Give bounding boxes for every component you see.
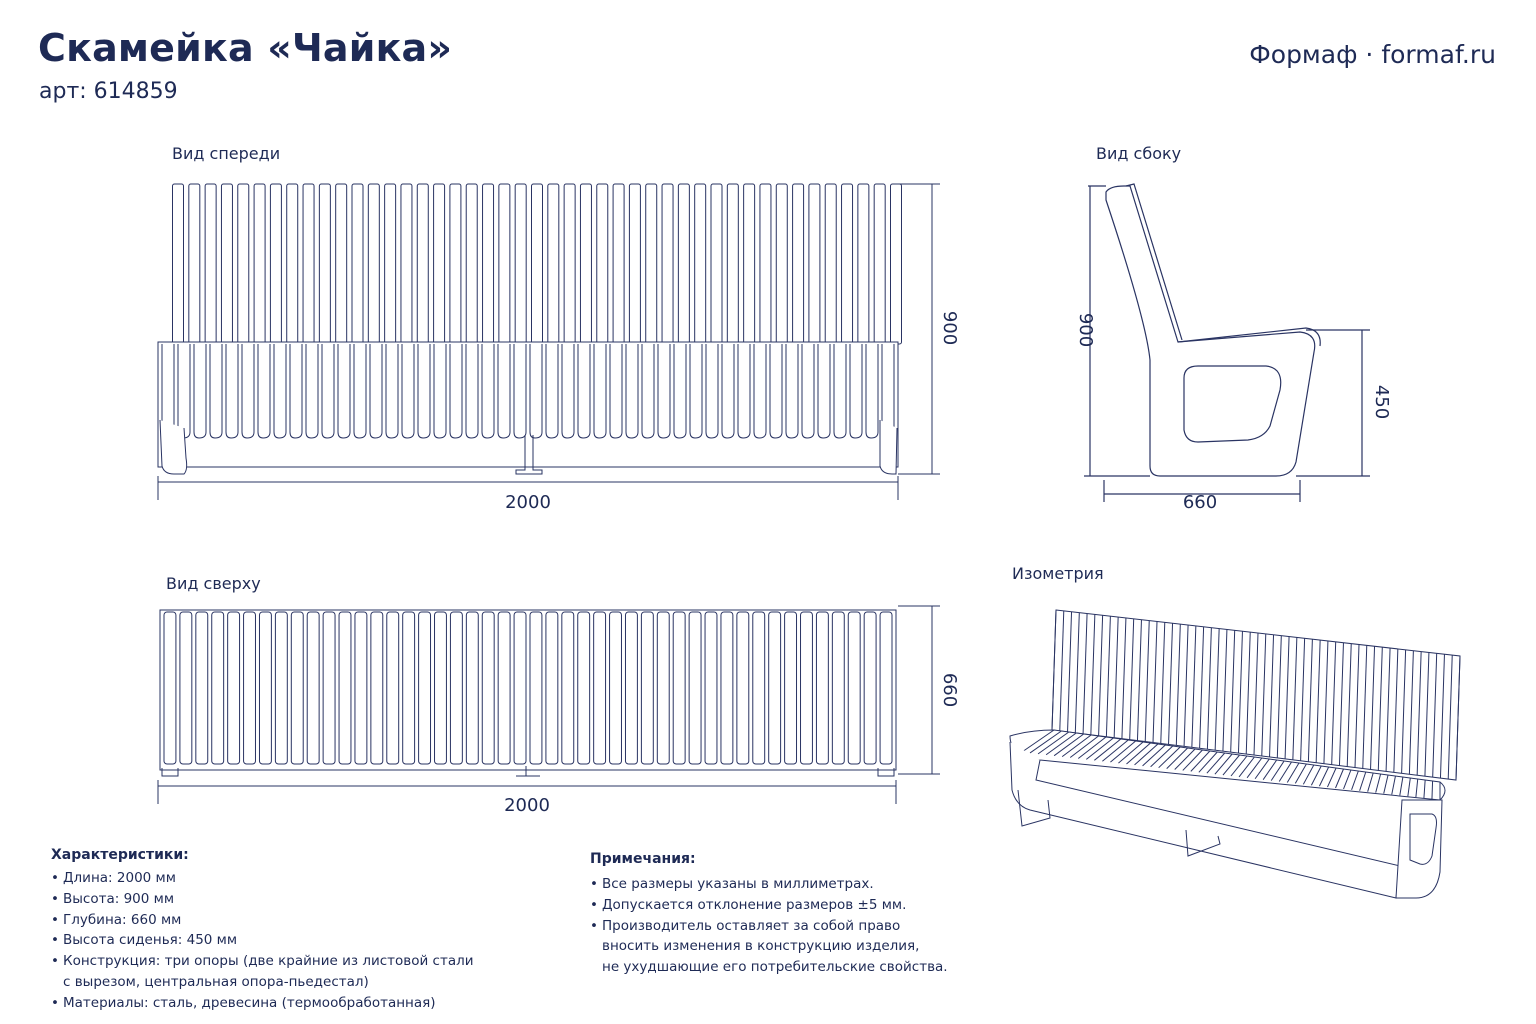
front-backrest-slat bbox=[629, 184, 640, 344]
front-view-label: Вид спереди bbox=[172, 144, 281, 163]
front-backrest-slat bbox=[352, 184, 363, 344]
specs-list bbox=[51, 868, 474, 1014]
front-backrest-slat bbox=[173, 184, 184, 344]
top-depth-dim: 660 bbox=[939, 672, 960, 708]
front-backrest-slat bbox=[580, 184, 591, 344]
front-backrest-slat bbox=[466, 184, 477, 344]
front-backrest-slat bbox=[401, 184, 412, 344]
note-item-continuation: не ухудшающие его потребительские свойства. bbox=[602, 959, 948, 976]
note-item-continuation: вносить изменения в конструкцию изделия, bbox=[602, 938, 920, 955]
side-depth-dim: 660 bbox=[1182, 492, 1218, 513]
iso-view-drawing bbox=[1010, 610, 1460, 898]
notes-list bbox=[590, 874, 948, 978]
front-backrest-slat bbox=[678, 184, 689, 344]
front-backrest-slat bbox=[760, 184, 771, 344]
side-seat-dim: 450 bbox=[1371, 384, 1392, 420]
front-backrest-slat bbox=[858, 184, 869, 344]
front-backrest-slat bbox=[417, 184, 428, 344]
front-backrest-slat bbox=[793, 184, 804, 344]
iso-right-leg bbox=[1396, 800, 1442, 898]
side-view-drawing bbox=[1084, 184, 1370, 502]
spec-item: • Конструкция: три опоры (две крайние из листовой стали bbox=[51, 951, 474, 972]
front-backrest-slat bbox=[646, 184, 657, 344]
front-backrest-slat bbox=[564, 184, 575, 344]
brand-name: Формаф · formaf.ru bbox=[1249, 40, 1496, 69]
top-outline bbox=[160, 610, 896, 770]
notes-title: Примечания: bbox=[590, 851, 696, 867]
front-backrest-slat bbox=[597, 184, 608, 344]
side-view-label: Вид сбоку bbox=[1096, 144, 1182, 163]
front-backrest-slat bbox=[776, 184, 787, 344]
front-backrest-slat bbox=[662, 184, 673, 344]
specs-title: Характеристики: bbox=[51, 847, 189, 863]
front-backrest-slat bbox=[548, 184, 559, 344]
front-backrest-slat bbox=[483, 184, 494, 344]
front-backrest-slat bbox=[825, 184, 836, 344]
front-left-leg bbox=[160, 420, 187, 474]
front-backrest-slat bbox=[613, 184, 624, 344]
spec-item: • Высота сиденья: 450 мм bbox=[51, 930, 474, 951]
front-backrest-slat bbox=[336, 184, 347, 344]
front-backrest-slat bbox=[809, 184, 820, 344]
front-height-dim: 900 bbox=[939, 310, 960, 346]
spec-item: • Материалы: сталь, древесина (термообработанная) bbox=[51, 993, 474, 1014]
front-backrest-slat bbox=[515, 184, 526, 344]
front-backrest-slat bbox=[532, 184, 543, 344]
spec-item-continuation: с вырезом, центральная опора-пьедестал) bbox=[63, 973, 369, 990]
top-width-dim: 2000 bbox=[504, 795, 550, 816]
front-backrest-slat bbox=[385, 184, 396, 344]
front-backrest-slat bbox=[744, 184, 755, 344]
top-view-drawing bbox=[158, 606, 940, 804]
top-view-label: Вид сверху bbox=[166, 574, 261, 593]
iso-view-label: Изометрия bbox=[1012, 564, 1104, 583]
spec-item: • Длина: 2000 мм bbox=[51, 868, 474, 889]
page-title: Скамейка «Чайка» bbox=[38, 26, 453, 70]
front-backrest-slat bbox=[711, 184, 722, 344]
front-backrest-slat bbox=[434, 184, 445, 344]
side-cutout bbox=[1184, 366, 1281, 442]
iso-seat-slat bbox=[1432, 781, 1433, 799]
spec-item: • Глубина: 660 мм bbox=[51, 910, 474, 931]
note-item: • Допускается отклонение размеров ±5 мм. bbox=[590, 895, 948, 916]
note-item: • Производитель оставляет за собой право bbox=[590, 916, 948, 937]
front-backrest-slat bbox=[695, 184, 706, 344]
front-backrest-slat bbox=[287, 184, 298, 344]
front-backrest-slat bbox=[368, 184, 379, 344]
front-backrest-slats bbox=[173, 184, 902, 344]
front-backrest-slat bbox=[303, 184, 314, 344]
front-backrest-slat bbox=[221, 184, 232, 344]
front-backrest-slat bbox=[205, 184, 216, 344]
front-backrest-slat bbox=[727, 184, 738, 344]
front-backrest-slat bbox=[891, 184, 902, 344]
front-backrest-slat bbox=[254, 184, 265, 344]
front-right-leg bbox=[880, 420, 897, 474]
front-backrest-slat bbox=[450, 184, 461, 344]
front-backrest-slat bbox=[270, 184, 281, 344]
front-backrest-slat bbox=[319, 184, 330, 344]
side-height-dim: 900 bbox=[1075, 312, 1096, 348]
front-backrest-slat bbox=[499, 184, 510, 344]
front-backrest-slat bbox=[842, 184, 853, 344]
note-item: • Все размеры указаны в миллиметрах. bbox=[590, 874, 948, 895]
front-backrest-slat bbox=[189, 184, 200, 344]
front-backrest-slat bbox=[874, 184, 885, 344]
front-width-dim: 2000 bbox=[505, 492, 551, 513]
front-view-drawing bbox=[158, 184, 940, 500]
front-seat-body bbox=[158, 342, 898, 467]
front-backrest-slat bbox=[238, 184, 249, 344]
spec-item: • Высота: 900 мм bbox=[51, 889, 474, 910]
article-number: арт: 614859 bbox=[39, 79, 178, 104]
